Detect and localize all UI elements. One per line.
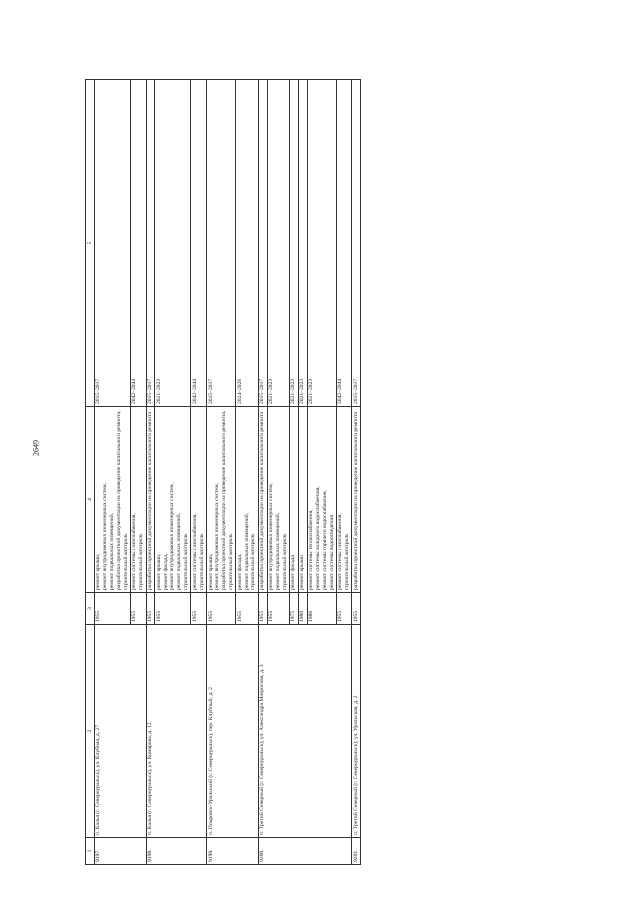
- works-cell: разработка проектной документации на проведение капитального ремонта: [352, 407, 361, 593]
- period-cell: 2021–2023: [155, 80, 191, 407]
- row-number: 9200.: [258, 838, 352, 865]
- table-row: [146, 80, 155, 865]
- address-cell: п. Калья (г. Североуральск), ул. Клубная, д. 27: [94, 625, 146, 838]
- table-body: [94, 80, 360, 865]
- row-number: 9198.: [146, 838, 207, 865]
- period-cell: 2015–2017: [94, 80, 130, 407]
- rotated-table-sheet: [85, 95, 595, 865]
- period-cell: 2042–2044: [130, 80, 146, 407]
- works-cell: ремонт крыши, ремонт внутридомовых инженерных систем, ремонт подвальных помещений, разработка проектной документации на проведение капитального ремонта, строительный контроль: [94, 407, 130, 593]
- year-cell: 1955: [94, 593, 130, 625]
- works-cell: разработка проектной документации на проведение капитального ремонта: [258, 407, 267, 593]
- period-cell: 2015–2017: [146, 80, 155, 407]
- year-cell: 1955: [258, 593, 267, 625]
- row-number: 9197.: [94, 838, 146, 865]
- works-cell: ремонт фасада, ремонт подвальных помещений, строительный контроль: [236, 407, 258, 593]
- address-cell: п. Покровск-Уральский (г. Североуральск), пер. Клубный, д. 2: [207, 625, 259, 838]
- works-cell: ремонт крыши, ремонт внутридомовых инженерных систем, разработка проектной документации на проведение капитального ремонта, строительный контроль: [207, 407, 236, 593]
- table-row: [258, 80, 267, 865]
- period-cell: 2015–2017: [352, 80, 361, 407]
- period-cell: 2042–2044: [336, 80, 352, 407]
- period-cell: 2015–2017: [207, 80, 236, 407]
- year-cell: 1955: [191, 593, 207, 625]
- works-cell: ремонт системы газоснабжения, строительный контроль: [191, 407, 207, 593]
- works-cell: ремонт внутридомовых инженерных систем, ремонт подвальных помещений, строительный контроль: [267, 407, 289, 593]
- period-cell: 2021–2023: [307, 80, 336, 407]
- repair-schedule-table: [85, 79, 361, 865]
- table-row: [207, 80, 236, 865]
- year-cell: 1980: [298, 593, 307, 625]
- table-row: [94, 80, 130, 865]
- period-cell: 2042–2044: [191, 80, 207, 407]
- works-cell: ремонт крыши, ремонт фасада, ремонт внутридомовых инженерных систем, ремонт подвальных помещений, строительный контроль: [155, 407, 191, 593]
- period-cell: 2024–2026: [236, 80, 258, 407]
- row-number: 9199.: [207, 838, 259, 865]
- row-number: 9201.: [352, 838, 361, 865]
- header-row: [86, 80, 95, 865]
- year-cell: 1955: [267, 593, 289, 625]
- year-cell: 1955: [146, 593, 155, 625]
- year-cell: 1955: [207, 593, 236, 625]
- year-cell: 1986: [307, 593, 336, 625]
- column-header-3: 3: [86, 593, 95, 625]
- works-cell: ремонт системы газоснабжения, строительный контроль: [336, 407, 352, 593]
- year-cell: 1955: [130, 593, 146, 625]
- address-cell: п. Третий Северный (г. Североуральск), ул. Уральская, д. 2: [352, 625, 361, 838]
- column-header-2: 2: [86, 625, 95, 838]
- period-cell: 2021–2023: [289, 80, 298, 407]
- works-cell: разработка проектной документации на проведение капитального ремонта: [146, 407, 155, 593]
- year-cell: 1955: [336, 593, 352, 625]
- address-cell: п. Калья (г. Североуральск), ул. Комарова, д. 12: [146, 625, 207, 838]
- page-number: 2649: [31, 440, 41, 456]
- period-cell: 2021–2023: [298, 80, 307, 407]
- works-cell: ремонт системы газоснабжения, строительный контроль: [130, 407, 146, 593]
- column-header-5: 5: [86, 80, 95, 407]
- period-cell: 2015–2017: [258, 80, 267, 407]
- year-cell: 1975: [289, 593, 298, 625]
- year-cell: 1955: [155, 593, 191, 625]
- year-cell: 1955: [352, 593, 361, 625]
- period-cell: 2021–2023: [267, 80, 289, 407]
- works-cell: ремонт крыши: [298, 407, 307, 593]
- works-cell: ремонт системы теплоснабжения, ремонт системы холодного водоснабжения, ремонт системы горячего водоснабжения, ремонт системы водоотведения: [307, 407, 336, 593]
- year-cell: 1955: [236, 593, 258, 625]
- address-cell: п. Третий Северный (г. Североуральск), ул. Александра Матросова, д. 3: [258, 625, 352, 838]
- column-header-4: 4: [86, 407, 95, 593]
- works-cell: ремонт фасада: [289, 407, 298, 593]
- column-header-1: 1: [86, 838, 95, 865]
- table-row: [352, 80, 361, 865]
